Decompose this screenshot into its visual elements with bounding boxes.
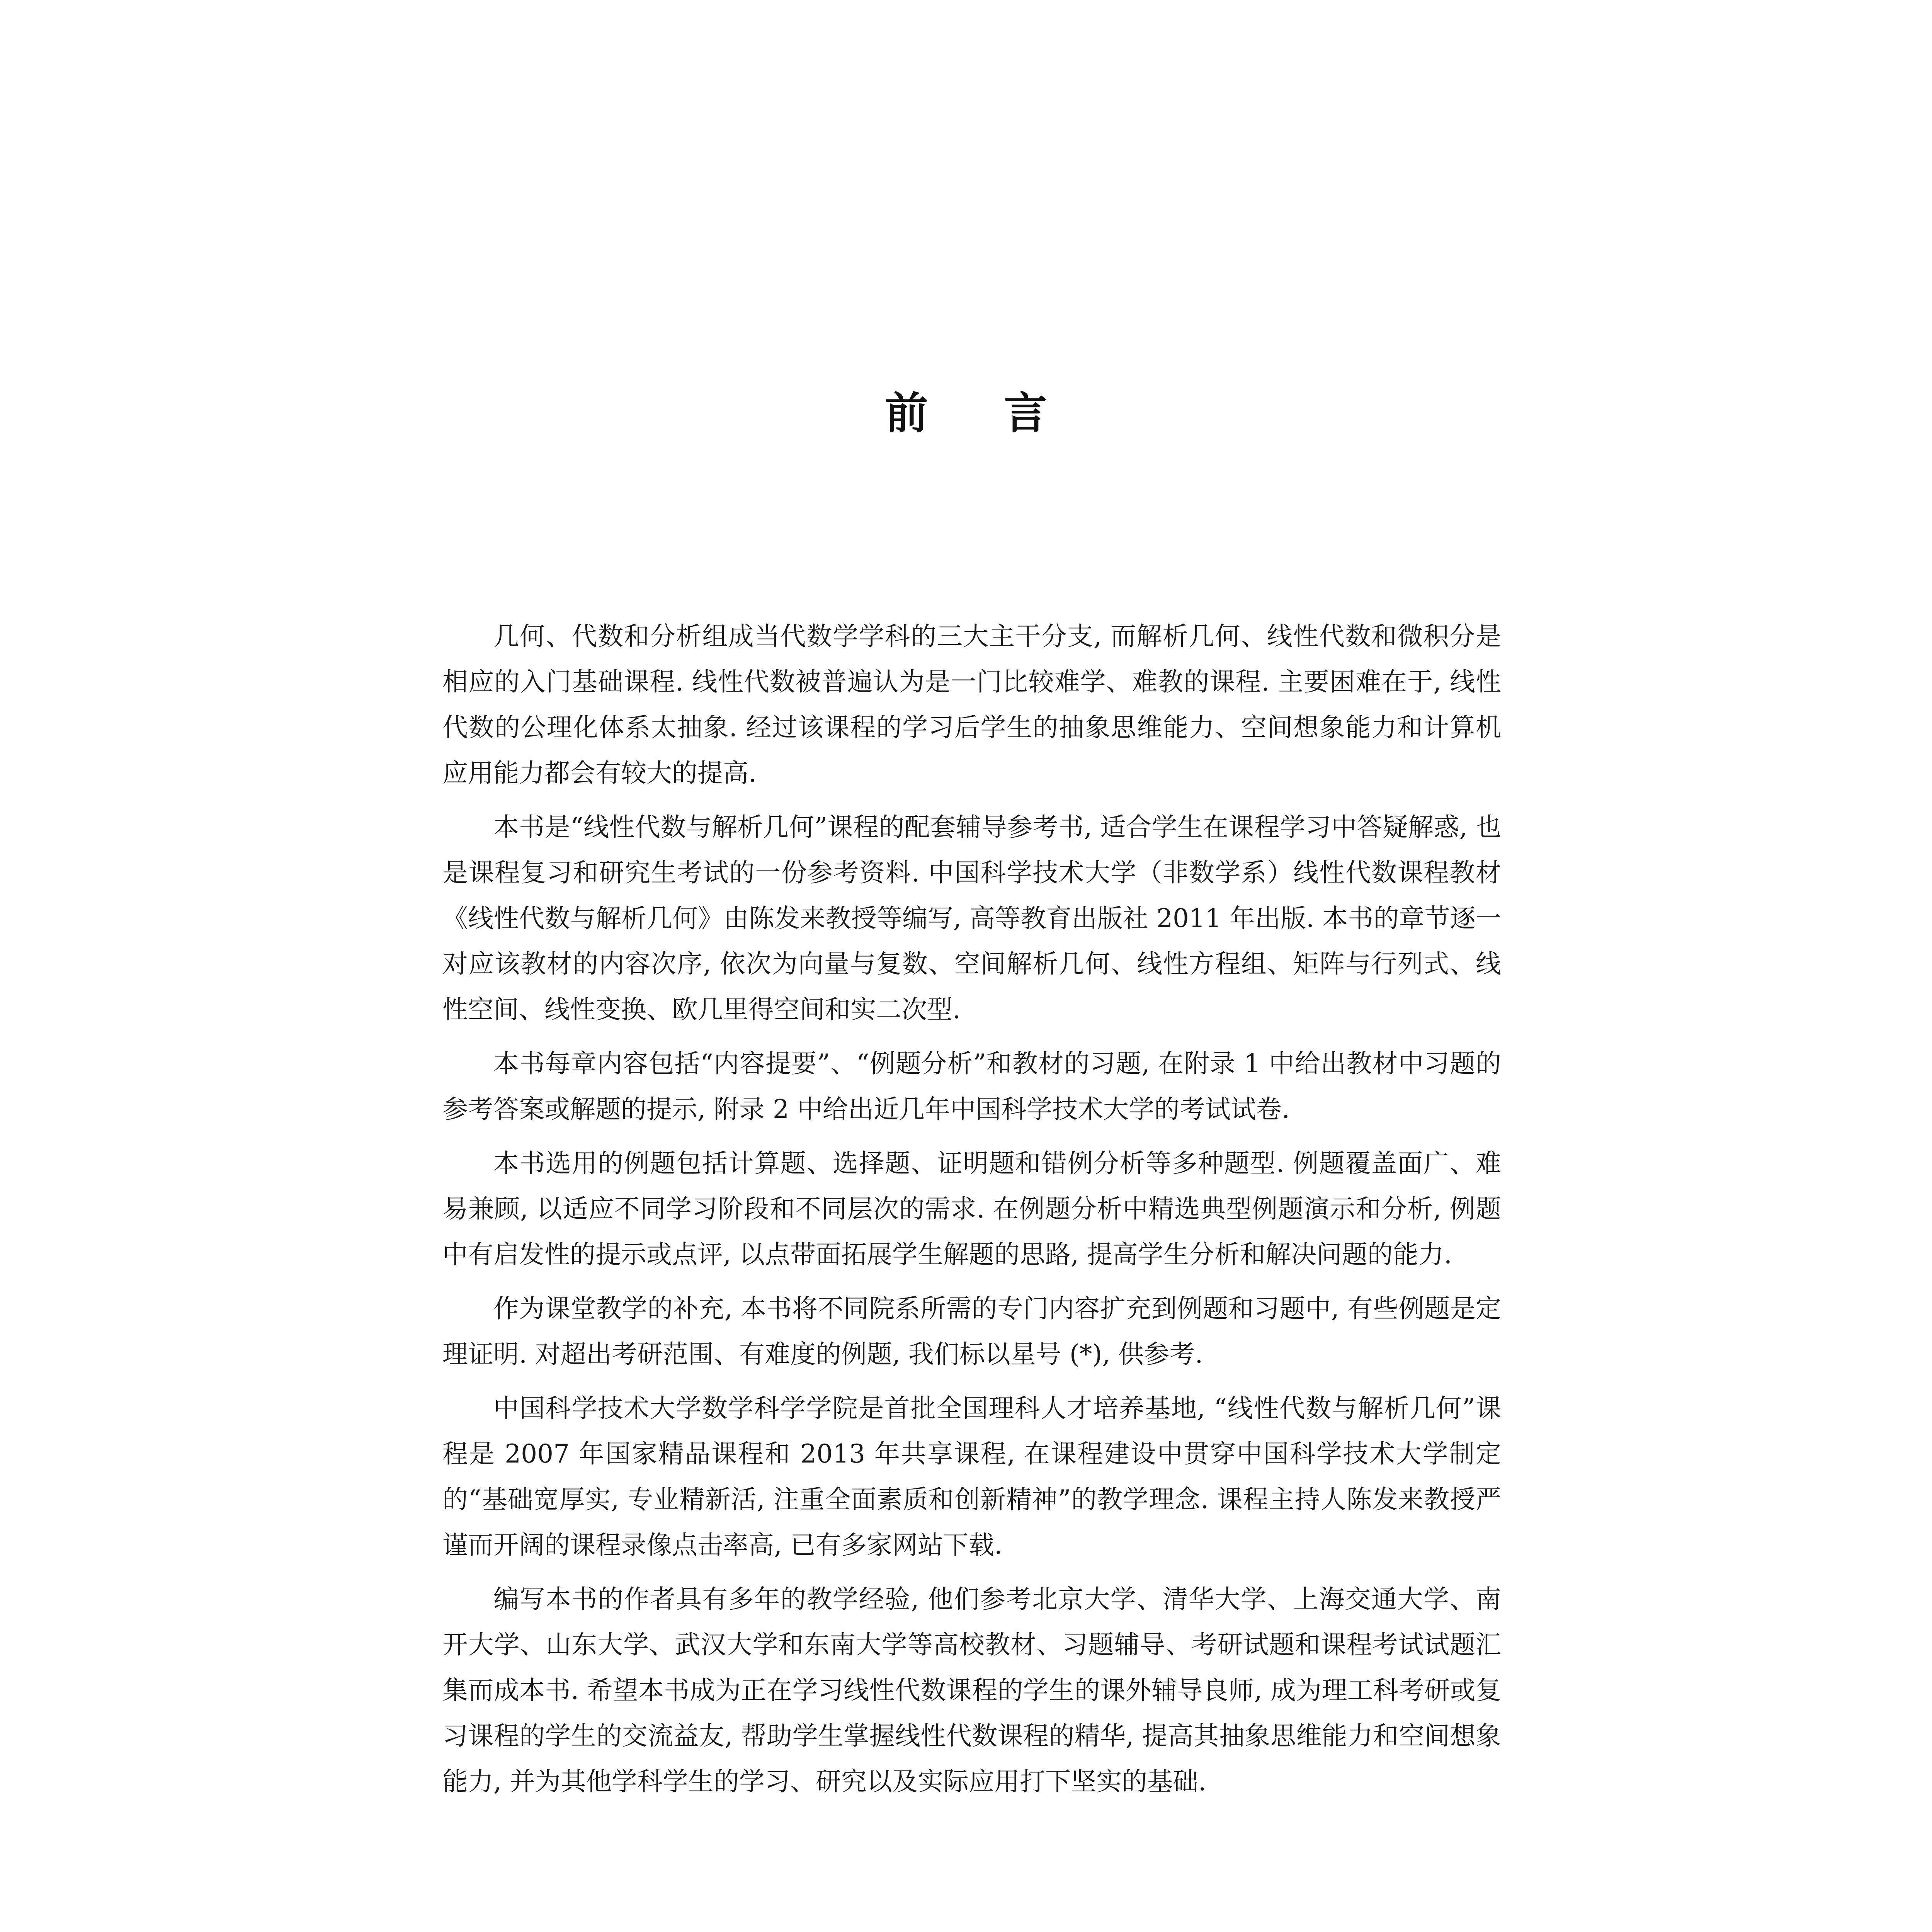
page-title-char: 前: [885, 388, 928, 439]
paragraph: 几何、代数和分析组成当代数学学科的三大主干分支, 而解析几何、线性代数和微积分是相应的入门基础课程. 线性代数被普遍认为是一门比较难学、难教的课程. 主要困难在于, 线性代数的公理化体系太抽象. 经过该课程的学习后学生的抽象思维能力、空间想象能力和计算机应用能力都会有较大的提高.: [442, 621, 1501, 788]
paragraph: 本书每章内容包括“内容提要”、“例题分析”和教材的习题, 在附录 1 中给出教材中习题的参考答案或解题的提示, 附录 2 中给出近几年中国科学技术大学的考试试卷.: [442, 1049, 1501, 1124]
paragraph: 编写本书的作者具有多年的教学经验, 他们参考北京大学、清华大学、上海交通大学、南开大学、山东大学、武汉大学和东南大学等高校教材、习题辅导、考研试题和课程考试试题汇集而成本书. 希望本书成为正在学习线性代数课程的学生的课外辅导良师, 成为理工科考研或复习课程的学生的交流益友, 帮助学生掌握线性代数课程的精华, 提高其抽象思维能力和空间想象能力, 并为其他学科学生的学习、研究以及实际应用打下坚实的基础.: [442, 1584, 1501, 1796]
paragraph: 本书选用的例题包括计算题、选择题、证明题和错例分析等多种题型. 例题覆盖面广、难易兼顾, 以适应不同学习阶段和不同层次的需求. 在例题分析中精选典型例题演示和分析, 例题中有启发性的提示或点评, 以点带面拓展学生解题的思路, 提高学生分析和解决问题的能力.: [442, 1148, 1501, 1269]
page-title-char: 言: [1004, 388, 1047, 439]
paragraph: 作为课堂教学的补充, 本书将不同院系所需的专门内容扩充到例题和习题中, 有些例题是定理证明. 对超出考研范围、有难度的例题, 我们标以星号 (*), 供参考.: [442, 1294, 1501, 1369]
paragraph: 中国科学技术大学数学科学学院是首批全国理科人才培养基地, “线性代数与解析几何”课程是 2007 年国家精品课程和 2013 年共享课程, 在课程建设中贯穿中国科学技术大学制定的“基础宽厚实, 专业精新活, 注重全面素质和创新精神”的教学理念. 课程主持人陈发来教授严谨而开阔的课程录像点击率高, 已有多家网站下载.: [442, 1393, 1501, 1560]
paragraph: 本书是“线性代数与解析几何”课程的配套辅导参考书, 适合学生在课程学习中答疑解惑, 也是课程复习和研究生考试的一份参考资料. 中国科学技术大学（非数学系）线性代数课程教材《线性代数与解析几何》由陈发来教授等编写, 高等教育出版社 2011 年出版. 本书的章节逐一对应该教材的内容次序, 依次为向量与复数、空间解析几何、线性方程组、矩阵与行列式、线性空间、线性变换、欧几里得空间和实二次型.: [442, 812, 1501, 1024]
page-title: [0, 383, 1932, 444]
preface-body: [442, 614, 1501, 1813]
